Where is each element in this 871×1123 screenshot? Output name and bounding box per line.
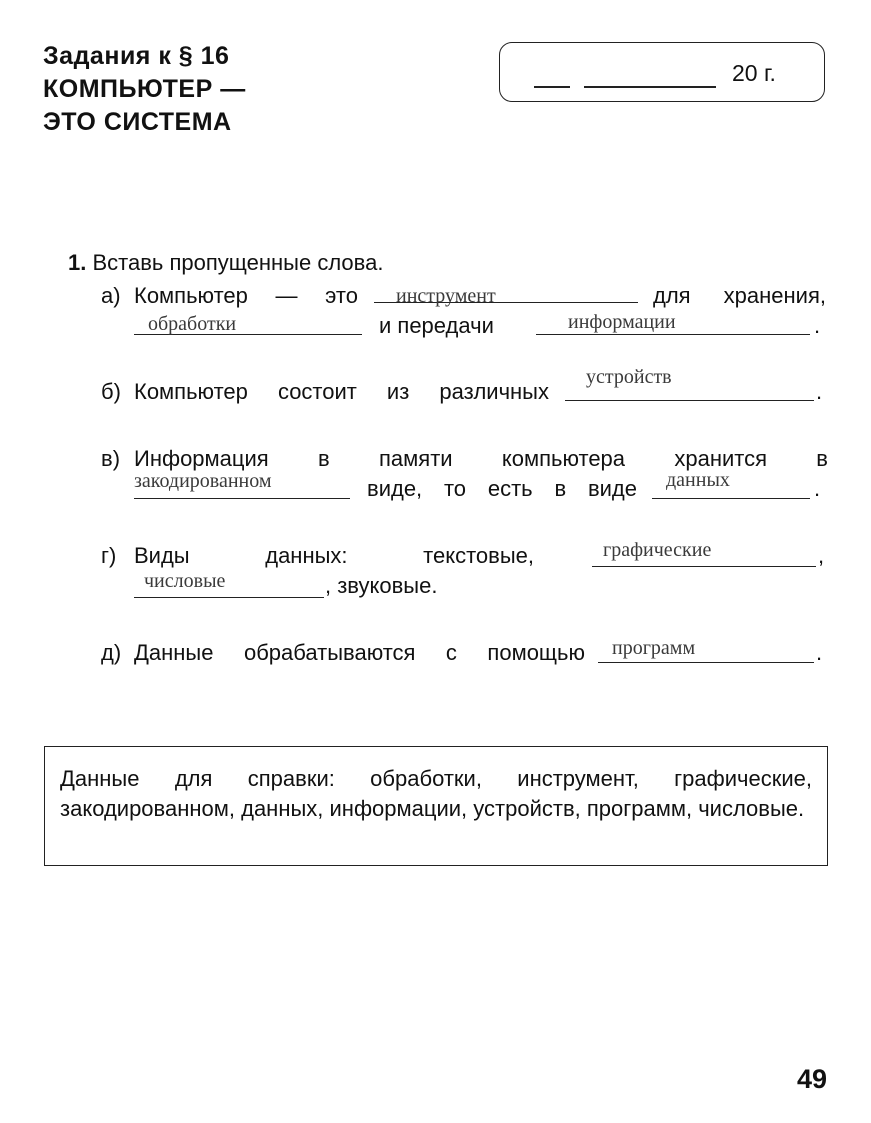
- task-number: 1.: [68, 250, 87, 275]
- handwritten-answer: обработки: [148, 313, 237, 335]
- task-instruction: Вставь пропущенные слова.: [92, 250, 384, 275]
- date-year-label: 20 г.: [732, 60, 776, 86]
- handwritten-answer: информации: [568, 311, 676, 333]
- item-b-text-1: Компьютер состоит из различных: [134, 379, 549, 404]
- handwritten-answer: инструмент: [396, 285, 496, 307]
- item-v-label: в): [101, 446, 121, 471]
- item-g-text-1: Виды данных: текстовые,: [134, 543, 534, 568]
- handwritten-answer: программ: [612, 637, 696, 659]
- answer-blank[interactable]: [134, 597, 324, 598]
- item-g-label: г): [101, 543, 117, 568]
- item-v-end: .: [814, 476, 821, 501]
- handwritten-answer: графические: [603, 539, 712, 561]
- date-month-blank[interactable]: [584, 86, 716, 88]
- item-a-text-3: и передачи: [379, 313, 494, 338]
- title-line-1: Задания к § 16: [43, 42, 230, 70]
- date-day-blank[interactable]: [534, 86, 570, 88]
- task-header: [68, 250, 383, 276]
- title-line-2: КОМПЬЮТЕР —: [43, 75, 246, 103]
- reference-text: Данные для справки: обработки, инструмент, графические, закодированном, данных, информации, устройств, программ, числовые.: [60, 766, 812, 821]
- answer-blank[interactable]: [592, 566, 816, 567]
- item-b-label: б): [101, 379, 121, 404]
- handwritten-answer: устройств: [586, 366, 672, 388]
- item-d-text-1: Данные обрабатываются с помощью: [134, 640, 585, 665]
- page-number: 49: [796, 1064, 827, 1094]
- item-a-text-1: Компьютер — это: [134, 283, 358, 308]
- item-b-end: .: [816, 379, 823, 404]
- page-title: [43, 40, 246, 139]
- date-box: [499, 42, 825, 102]
- reference-box: [44, 746, 828, 866]
- handwritten-answer: данных: [666, 469, 730, 491]
- title-line-3: ЭТО СИСТЕМА: [43, 108, 232, 136]
- item-d-label: д): [101, 640, 122, 665]
- answer-blank[interactable]: [565, 400, 814, 401]
- handwritten-answer: закодированном: [134, 470, 272, 492]
- item-a-end: .: [814, 313, 821, 338]
- item-a-label: а): [101, 283, 121, 308]
- item-a-text-2: для хранения,: [653, 283, 826, 308]
- answer-blank[interactable]: [536, 334, 810, 335]
- item-d-end: .: [816, 640, 823, 665]
- item-g-text-2: , звуковые.: [325, 573, 438, 598]
- answer-blank[interactable]: [134, 498, 350, 499]
- answer-blank[interactable]: [652, 498, 810, 499]
- item-v-text-2: виде, то есть в виде: [367, 476, 637, 501]
- item-v-text-1: Информация в памяти компьютера хранится в: [134, 446, 828, 471]
- handwritten-answer: числовые: [144, 570, 226, 592]
- answer-blank[interactable]: [598, 662, 814, 663]
- item-g-comma: ,: [818, 543, 825, 568]
